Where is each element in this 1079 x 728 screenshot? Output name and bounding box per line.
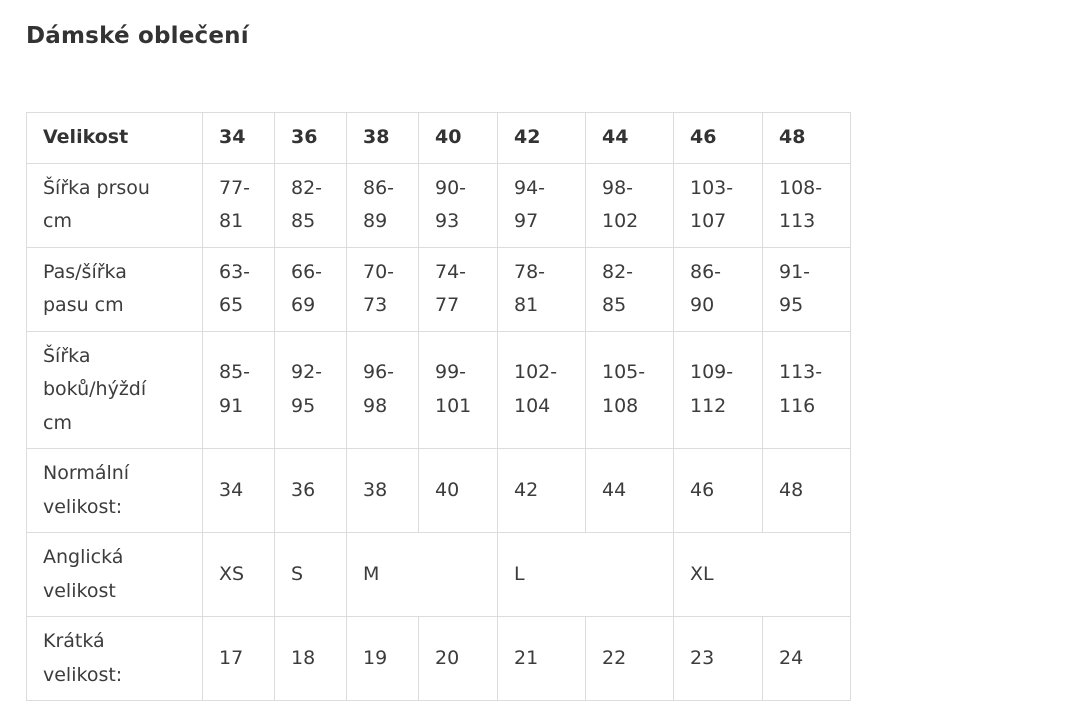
table-cell: 44: [586, 449, 674, 533]
table-row-english-size: [27, 533, 851, 617]
row-label: Anglická velikost: [27, 533, 203, 617]
table-row-hips: [27, 331, 851, 449]
table-cell: 109- 112: [674, 331, 763, 449]
table-cell: 21: [498, 617, 586, 701]
table-cell: 99- 101: [419, 331, 498, 449]
table-cell: 82- 85: [586, 247, 674, 331]
header-cell: 34: [203, 113, 275, 164]
table-cell: 42: [498, 449, 586, 533]
table-row-bust: [27, 163, 851, 247]
table-cell: 94- 97: [498, 163, 586, 247]
table-cell: 48: [763, 449, 851, 533]
header-cell: 44: [586, 113, 674, 164]
row-label: Šířka prsou cm: [27, 163, 203, 247]
table-cell: 18: [275, 617, 347, 701]
header-cell: 36: [275, 113, 347, 164]
header-cell: 46: [674, 113, 763, 164]
page-title: Dámské oblečení: [26, 23, 249, 49]
header-cell: 48: [763, 113, 851, 164]
table-cell: XL: [674, 533, 851, 617]
table-cell: 66- 69: [275, 247, 347, 331]
table-row-normal-size: [27, 449, 851, 533]
table-cell: 77- 81: [203, 163, 275, 247]
table-cell: 86- 89: [347, 163, 419, 247]
row-label: Krátká velikost:: [27, 617, 203, 701]
table-cell: 102- 104: [498, 331, 586, 449]
table-cell: 82- 85: [275, 163, 347, 247]
table-row-short-size: [27, 617, 851, 701]
table-cell: 23: [674, 617, 763, 701]
table-cell: 78- 81: [498, 247, 586, 331]
table-cell: 98- 102: [586, 163, 674, 247]
row-label: Pas/šířka pasu cm: [27, 247, 203, 331]
table-cell: 103- 107: [674, 163, 763, 247]
table-cell: 70- 73: [347, 247, 419, 331]
table-header-row: [27, 113, 851, 164]
table-cell: 105- 108: [586, 331, 674, 449]
table-cell: 19: [347, 617, 419, 701]
table-cell: 20: [419, 617, 498, 701]
table-cell: 36: [275, 449, 347, 533]
row-label: Normální velikost:: [27, 449, 203, 533]
table-cell: 22: [586, 617, 674, 701]
row-label: Šířka boků/hýždí cm: [27, 331, 203, 449]
table-cell: 91- 95: [763, 247, 851, 331]
table-cell: 74- 77: [419, 247, 498, 331]
table-cell: 96- 98: [347, 331, 419, 449]
table-cell: 17: [203, 617, 275, 701]
table-cell: XS: [203, 533, 275, 617]
table-cell: 40: [419, 449, 498, 533]
table-cell: M: [347, 533, 498, 617]
table-cell: S: [275, 533, 347, 617]
table-cell: L: [498, 533, 674, 617]
table-cell: 86- 90: [674, 247, 763, 331]
table-cell: 34: [203, 449, 275, 533]
table-cell: 92- 95: [275, 331, 347, 449]
size-chart-table: [26, 112, 851, 701]
table-cell: 108- 113: [763, 163, 851, 247]
header-cell: 40: [419, 113, 498, 164]
table-cell: 90- 93: [419, 163, 498, 247]
header-cell: 38: [347, 113, 419, 164]
table-row-waist: [27, 247, 851, 331]
table-cell: 113- 116: [763, 331, 851, 449]
table-cell: 63- 65: [203, 247, 275, 331]
table-cell: 46: [674, 449, 763, 533]
header-cell: 42: [498, 113, 586, 164]
header-cell-size: Velikost: [27, 113, 203, 164]
table-cell: 24: [763, 617, 851, 701]
table-cell: 85- 91: [203, 331, 275, 449]
table-cell: 38: [347, 449, 419, 533]
